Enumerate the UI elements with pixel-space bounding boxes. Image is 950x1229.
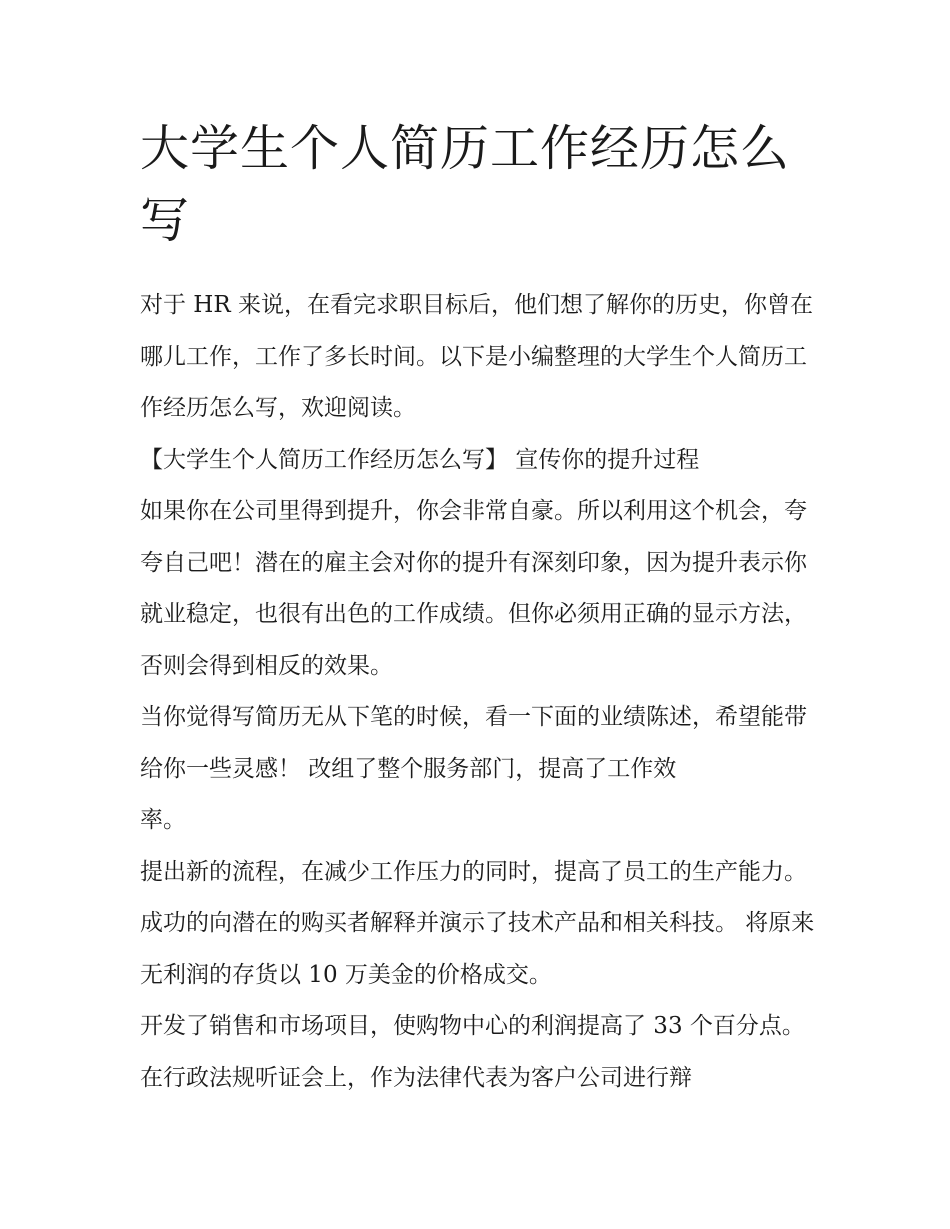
paragraph-intro: 对于 HR 来说，在看完求职目标后，他们想了解你的历史，你曾在哪儿工作，工作了多长时间。以下是小编整理的大学生个人简历工作经历怎么写，欢迎阅读。 (140, 292, 813, 421)
paragraph-achievements-sales: 开发了销售和市场项目，使购物中心的利润提高了 33 个百分点。 在行政法规听证会上，作为法律代表为客户公司进行辩 (140, 1013, 813, 1091)
document-title: 大学生个人简历工作经历怎么写 (140, 120, 791, 249)
paragraph-section-heading: 【大学生个人简历工作经历怎么写】 宣传你的提升过程 (140, 446, 700, 473)
paragraph-achievements-intro: 当你觉得写简历无从下笔的时候，看一下面的业绩陈述，希望能带给你一些灵感！ 改组了整个服务部门，提高了工作效 率。 (140, 704, 807, 833)
paragraph-promotion: 如果你在公司里得到提升，你会非常自豪。所以利用这个机会，夸夸自己吧！潜在的雇主会对你的提升有深刻印象，因为提升表示你就业稳定，也很有出色的工作成绩。但你必须用正确的显示方法，否则会得到相反的效果。 (140, 498, 807, 679)
paragraph-achievements-process: 提出新的流程，在减少工作压力的同时，提高了员工的生产能力。 成功的向潜在的购买者解释并演示了技术产品和相关科技。 将原来无利润的存货以 10 万美金的价格成交。 (140, 858, 815, 988)
document-body (140, 280, 820, 1104)
